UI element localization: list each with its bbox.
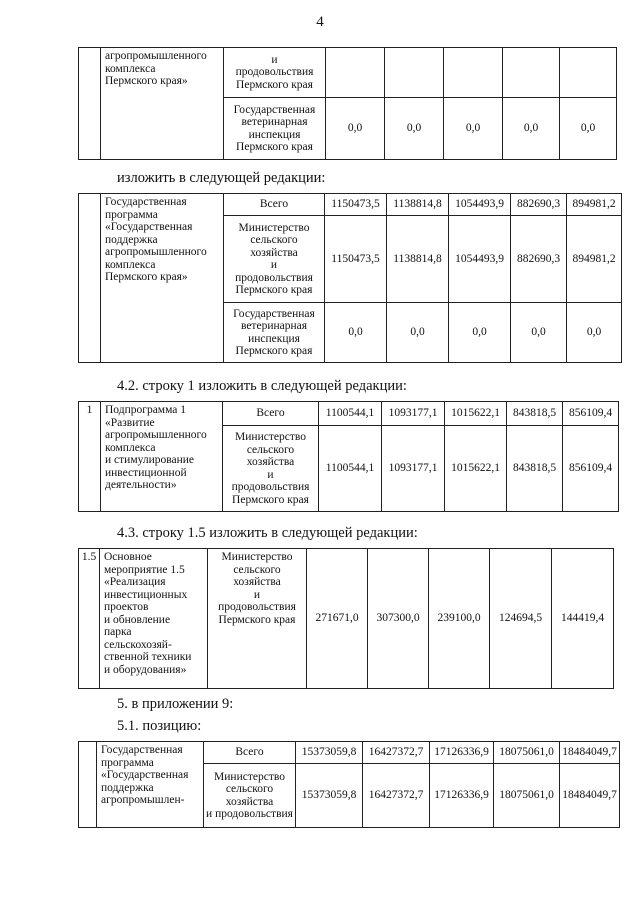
value-cell: 1015622,1 — [445, 426, 507, 512]
paragraph: 4.2. строку 1 изложить в следующей редакции: — [117, 378, 407, 394]
value-cell: 882690,3 — [511, 216, 567, 303]
row-index: 1 — [79, 402, 101, 512]
table-appendix-9 — [78, 741, 620, 828]
value-cell: 16427372,7 — [363, 764, 430, 828]
value-cell: 0,0 — [325, 303, 387, 363]
responsible-org: Государственная ветеринарная инспекция Пермского края — [224, 303, 325, 363]
responsible-org: и продовольствия Пермского края — [224, 48, 326, 98]
value-cell — [503, 48, 560, 98]
table-measure-1-5 — [78, 548, 614, 689]
page-number: 4 — [316, 14, 324, 30]
responsible-org: Государственная ветеринарная инспекция Пермского края — [224, 98, 326, 160]
responsible-org: Всего — [224, 194, 325, 216]
table-continuation — [78, 47, 617, 160]
index-cell — [79, 742, 97, 828]
responsible-org: Министерство сельского хозяйства и продовольствия — [204, 764, 296, 828]
value-cell: 1054493,9 — [449, 194, 511, 216]
program-name: Государственная программа «Государственная поддержка агропромышленного комплекса Пермского края» — [101, 194, 224, 363]
value-cell: 0,0 — [503, 98, 560, 160]
value-cell: 18075061,0 — [494, 742, 560, 764]
value-cell: 0,0 — [387, 303, 449, 363]
value-cell: 856109,4 — [563, 402, 619, 426]
value-cell — [326, 48, 385, 98]
program-name: Государственная программа «Государственная поддержка агропромышлен- — [97, 742, 204, 828]
value-cell: 0,0 — [567, 303, 622, 363]
value-cell: 0,0 — [560, 98, 617, 160]
value-cell: 17126336,9 — [430, 764, 494, 828]
table-subprogram-1 — [78, 401, 619, 512]
value-cell: 307300,0 — [368, 549, 429, 689]
value-cell: 0,0 — [449, 303, 511, 363]
value-cell: 18075061,0 — [494, 764, 560, 828]
value-cell: 1150473,5 — [325, 194, 387, 216]
value-cell: 843818,5 — [507, 426, 563, 512]
value-cell: 1138814,8 — [387, 216, 449, 303]
value-cell: 271671,0 — [307, 549, 368, 689]
value-cell: 843818,5 — [507, 402, 563, 426]
value-cell — [560, 48, 617, 98]
value-cell: 0,0 — [511, 303, 567, 363]
value-cell: 1150473,5 — [325, 216, 387, 303]
paragraph: 4.3. строку 1.5 изложить в следующей редакции: — [117, 525, 418, 541]
index-cell — [79, 48, 101, 160]
responsible-org: Министерство сельского хозяйства и продовольствия Пермского края — [224, 216, 325, 303]
paragraph: изложить в следующей редакции: — [117, 170, 326, 186]
paragraph: 5. в приложении 9: — [117, 696, 234, 712]
program-name: Подпрограмма 1 «Развитие агропромышленного комплекса и стимулирование инвестиционной деятельности» — [101, 402, 223, 512]
value-cell: 15373059,8 — [296, 764, 363, 828]
table-state-program — [78, 193, 622, 363]
value-cell: 894981,2 — [567, 194, 622, 216]
value-cell: 894981,2 — [567, 216, 622, 303]
value-cell: 1054493,9 — [449, 216, 511, 303]
value-cell: 0,0 — [444, 98, 503, 160]
value-cell: 18484049,7 — [560, 742, 620, 764]
program-name: Основное мероприятие 1.5 «Реализация инвестиционных проектов и обновление парка сельскохозяй- ственной техники и оборудования» — [100, 549, 208, 689]
value-cell: 856109,4 — [563, 426, 619, 512]
program-name: агропромышленного комплекса Пермского края» — [101, 48, 224, 160]
value-cell: 1138814,8 — [387, 194, 449, 216]
value-cell: 1093177,1 — [382, 402, 445, 426]
value-cell: 1093177,1 — [382, 426, 445, 512]
value-cell: 17126336,9 — [430, 742, 494, 764]
value-cell: 1015622,1 — [445, 402, 507, 426]
value-cell: 15373059,8 — [296, 742, 363, 764]
responsible-org: Министерство сельского хозяйства и продовольствия Пермского края — [223, 426, 319, 512]
value-cell — [385, 48, 444, 98]
value-cell: 124694,5 — [490, 549, 552, 689]
value-cell: 16427372,7 — [363, 742, 430, 764]
row-index: 1.5 — [79, 549, 100, 689]
value-cell: 1100544,1 — [319, 426, 382, 512]
value-cell: 0,0 — [385, 98, 444, 160]
value-cell: 1100544,1 — [319, 402, 382, 426]
responsible-org: Министерство сельского хозяйства и продовольствия Пермского края — [208, 549, 307, 689]
responsible-org: Всего — [223, 402, 319, 426]
paragraph: 5.1. позицию: — [117, 718, 202, 734]
responsible-org: Всего — [204, 742, 296, 764]
value-cell: 882690,3 — [511, 194, 567, 216]
index-cell — [79, 194, 101, 363]
value-cell: 144419,4 — [552, 549, 614, 689]
value-cell: 239100,0 — [429, 549, 490, 689]
value-cell — [444, 48, 503, 98]
value-cell: 18484049,7 — [560, 764, 620, 828]
value-cell: 0,0 — [326, 98, 385, 160]
